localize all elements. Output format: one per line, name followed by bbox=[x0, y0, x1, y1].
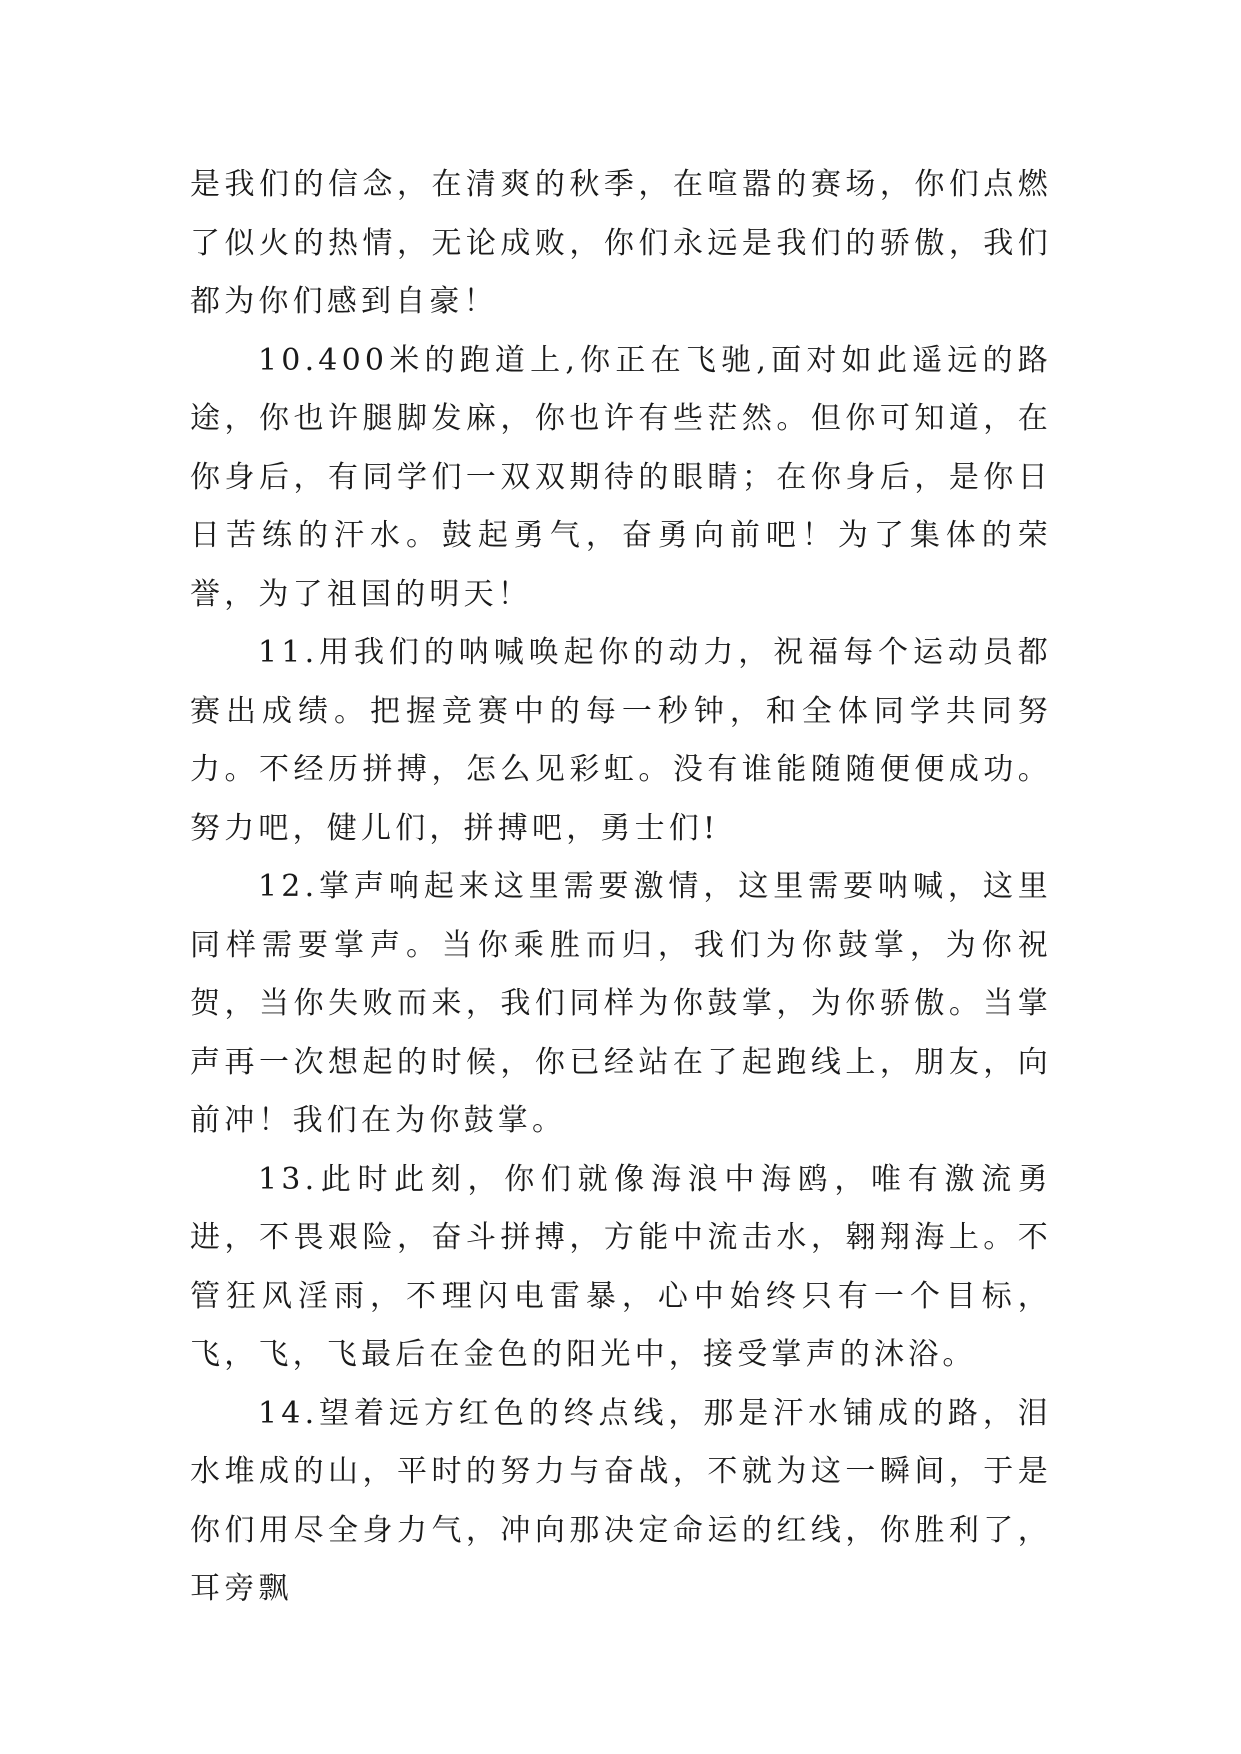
paragraph-item-14: 14.望着远方红色的终点线，那是汗水铺成的路，泪水堆成的山，平时的努力与奋战，不就为这一瞬间，于是你们用尽全身力气，冲向那决定命运的红线，你胜利了，耳旁飘 bbox=[190, 1395, 1052, 1606]
paragraph-item-13: 13.此时此刻，你们就像海浪中海鸥，唯有激流勇进，不畏艰险，奋斗拼搏，方能中流击水，翱翔海上。不管狂风淫雨，不理闪电雷暴，心中始终只有一个目标，飞，飞，飞最后在金色的阳光中，接受掌声的沐浴。 bbox=[190, 1161, 1052, 1372]
document-body bbox=[190, 156, 1052, 1619]
paragraph-item-10: 10.400米的跑道上,你正在飞驰,面对如此遥远的路途，你也许腿脚发麻，你也许有些茫然。但你可知道，在你身后，有同学们一双双期待的眼睛；在你身后，是你日日苦练的汗水。鼓起勇气，奋勇向前吧！为了集体的荣誉，为了祖国的明天！ bbox=[190, 342, 1052, 612]
paragraph-continuation: 是我们的信念，在清爽的秋季，在喧嚣的赛场，你们点燃了似火的热情，无论成败，你们永远是我们的骄傲，我们都为你们感到自豪！ bbox=[190, 167, 1052, 319]
paragraph-item-12: 12.掌声响起来这里需要激情，这里需要呐喊，这里同样需要掌声。当你乘胜而归，我们为你鼓掌，为你祝贺，当你失败而来，我们同样为你鼓掌，为你骄傲。当掌声再一次想起的时候，你已经站在了起跑线上，朋友，向前冲！我们在为你鼓掌。 bbox=[190, 869, 1052, 1138]
paragraph-item-11: 11.用我们的呐喊唤起你的动力，祝福每个运动员都赛出成绩。把握竞赛中的每一秒钟，和全体同学共同努力。不经历拼搏，怎么见彩虹。没有谁能随随便便成功。努力吧，健儿们，拼搏吧，勇士们! bbox=[190, 635, 1052, 846]
